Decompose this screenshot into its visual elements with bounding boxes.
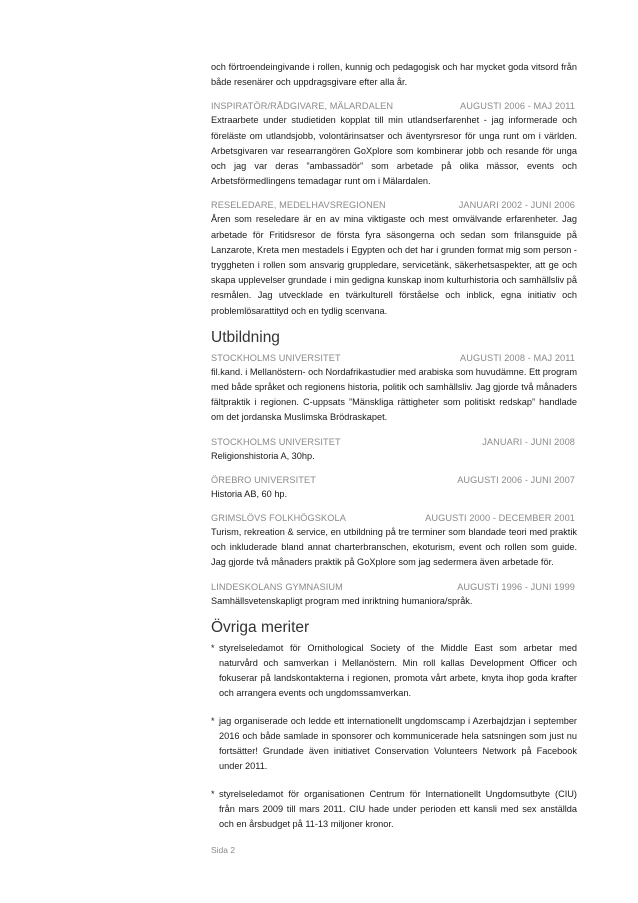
entry-text: Åren som reseledare är en av mina viktigaste och mest omvälvande erfarenheter. Jag arbetade för Fritidsresor de första fyra säsongerna och sedan som frilansguide på Lanzarote, Kreta men mestadels i Egypten och det har i grunden format mig som person - tryggheten i rollen som ansvarig gruppledare, servicetänk, säkerhetsaspekter, att ge och skapa upplevelser grundade i min gedigna kunskap inom kulturhistoria och samhällsliv på resmålen. Jag utvecklade en tvärkulturell förståelse och inblick, egna initiativ och problemlösarattityd och en tydlig scenvana. xyxy=(211,214,577,316)
education-entry xyxy=(211,511,577,571)
merits-heading: Övriga meriter xyxy=(211,618,310,636)
entry-header xyxy=(211,580,577,594)
entry-header xyxy=(211,435,577,449)
merit-item xyxy=(211,787,577,833)
entry-title: LINDESKOLANS GYMNASIUM xyxy=(211,581,343,592)
entry-title: RESELEDARE, MEDELHAVSREGIONEN xyxy=(211,200,386,211)
education-heading: Utbildning xyxy=(211,328,280,346)
entry-text: Historia AB, 60 hp. xyxy=(211,488,288,499)
entry-date: JANUARI 2002 - JUNI 2006 xyxy=(458,200,575,211)
entry-date: AUGUSTI 2000 - DECEMBER 2001 xyxy=(425,513,575,524)
merit-item xyxy=(211,714,577,775)
merit-text: styrelseledamot för Ornithological Society of the Middle East som arbetar med naturvård och samverkan i Mellanöstern. Min roll kallas Development Officer och fokuserar på landskontakterna i regionen, promota vårt arbete, knyta ihop goda krafter och arrangera events och ungdomssamverkan. xyxy=(219,642,577,699)
entry-header xyxy=(211,473,577,487)
education-entry xyxy=(211,351,577,426)
entry-header xyxy=(211,198,577,212)
page-number: Sida 2 xyxy=(211,845,236,855)
entry-text: Extraarbete under studietiden kopplat till min utlandserfarenhet - jag informerade och föreläste om utlandsjobb, volontärinsatser och äventyrsresor för unga runt om i världen. Arbetsgivaren var researrangören GoXplore som kombinerar jobb och resande för unga och jag var deras ”ambassadör” som arbetade på olika mässor, events och Arbetsförmedlingens temadagar runt om i Mälardalen. xyxy=(211,115,577,187)
education-entry xyxy=(211,580,577,609)
entry-date: AUGUSTI 2006 - JUNI 2007 xyxy=(457,474,575,485)
entry-text: Samhällsvetenskapligt program med inriktning humaniora/språk. xyxy=(211,595,473,606)
bullet-star: * xyxy=(211,715,215,726)
education-section xyxy=(211,351,577,609)
merits-section xyxy=(211,641,577,832)
entry-header xyxy=(211,351,577,365)
education-entry xyxy=(211,435,577,464)
entry-date: AUGUSTI 2006 - MAJ 2011 xyxy=(460,101,575,112)
experience-entry xyxy=(211,198,577,318)
entry-title: GRIMSLÖVS FOLKHÖGSKOLA xyxy=(211,513,346,524)
merit-text: jag organiserade och ledde ett internationellt ungdomscamp i Azerbajdzjan i september 2016 och både samlade in sponsorer och kommunicerade hela satsningen som just nu fortsätter! Grundade även initiativet Conservation Volunteers Network på Facebook under 2011. xyxy=(219,715,577,772)
merit-item xyxy=(211,641,577,702)
entry-title: INSPIRATÖR/RÅDGIVARE, MÄLARDALEN xyxy=(211,101,394,112)
entry-date: JANUARI - JUNI 2008 xyxy=(482,436,575,447)
entry-title: ÖREBRO UNIVERSITET xyxy=(211,474,316,485)
entry-header xyxy=(211,99,577,113)
experience-entry xyxy=(211,99,577,189)
entry-date: AUGUSTI 1996 - JUNI 1999 xyxy=(457,581,575,592)
intro-paragraph: och förtroendeingivande i rollen, kunnig och pedagogisk och har mycket goda vitsord från både resenärer och uppdragsgivare efter alla år. xyxy=(211,62,577,88)
bullet-star: * xyxy=(211,642,215,653)
experience-section xyxy=(211,99,577,318)
entry-text: fil.kand. i Mellanöstern- och Nordafrikastudier med arabiska som huvudämne. Ett program med både språket och regionens historia, politik och samhällsliv. Jag gjorde två månaders fältpraktik i regionen. C-uppsats ”Mänskliga rättigheter som politiskt redskap” handlade om det jordanska Muslimska Brödraskapet. xyxy=(211,366,577,423)
cv-page xyxy=(211,60,577,844)
entry-title: STOCKHOLMS UNIVERSITET xyxy=(211,352,341,363)
entry-title: STOCKHOLMS UNIVERSITET xyxy=(211,436,341,447)
entry-header xyxy=(211,511,577,525)
merit-text: styrelseledamot för organisationen Centrum för Internationellt Ungdomsutbyte (CIU) från mars 2009 till mars 2011. CIU hade under perioden ett kansli med sex anställda och en årsbudget på 11-13 miljoner kronor. xyxy=(219,788,577,829)
entry-date: AUGUSTI 2008 - MAJ 2011 xyxy=(460,352,575,363)
entry-text: Religionshistoria A, 30hp. xyxy=(211,450,315,461)
education-entry xyxy=(211,473,577,502)
entry-text: Turism, rekreation & service, en utbildning på tre terminer som blandade teori med praktik och inkluderade bland annat charterbranschen, ekoturism, event och rollen som guide. Jag gjorde två månaders praktik på GoXplore som jag sedermera även arbetade för. xyxy=(211,527,577,568)
bullet-star: * xyxy=(211,788,215,799)
